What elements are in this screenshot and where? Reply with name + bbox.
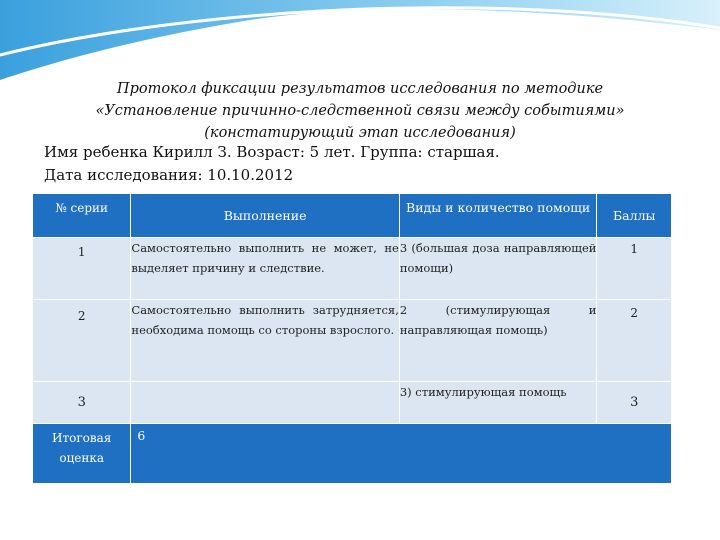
row-help: 3) стимулирующая помощь bbox=[399, 382, 597, 424]
row-score: 2 bbox=[597, 300, 672, 382]
table-header-row bbox=[33, 194, 672, 238]
title-line-3: (констатирующий этап исследования) bbox=[204, 125, 516, 141]
row-series: 1 bbox=[33, 238, 131, 300]
row-score: 1 bbox=[597, 238, 672, 300]
header-series: № серии bbox=[33, 194, 131, 238]
total-row bbox=[33, 424, 672, 484]
study-date: Дата исследования: 10.10.2012 bbox=[44, 166, 294, 184]
child-info: Имя ребенка Кирилл З. Возраст: 5 лет. Группа: старшая. bbox=[44, 143, 500, 161]
results-table bbox=[32, 193, 672, 484]
table-row bbox=[33, 238, 672, 300]
row-execution: Самостоятельно выполнить не может, не выделяет причину и следствие. bbox=[131, 238, 399, 300]
protocol-title bbox=[40, 78, 680, 144]
header-help: Виды и количество помощи bbox=[399, 194, 597, 238]
row-series: 3 bbox=[33, 382, 131, 424]
row-execution: Самостоятельно выполнить затрудняется, необходима помощь со стороны взрослого. bbox=[131, 300, 399, 382]
title-line-1: Протокол фиксации результатов исследования по методике bbox=[116, 81, 604, 97]
title-line-2: «Установление причинно-следственной связи между событиями» bbox=[95, 103, 625, 119]
row-help: 3 (большая доза направляющей помощи) bbox=[399, 238, 597, 300]
table-row bbox=[33, 300, 672, 382]
row-score: 3 bbox=[597, 382, 672, 424]
row-help: 2 (стимулирующая и направляющая помощь) bbox=[399, 300, 597, 382]
total-value: 6 bbox=[131, 424, 672, 484]
total-label: Итоговая оценка bbox=[33, 424, 131, 484]
row-series: 2 bbox=[33, 300, 131, 382]
header-score: Баллы bbox=[597, 194, 672, 238]
decorative-wave bbox=[0, 0, 720, 90]
header-execution: Выполнение bbox=[131, 194, 399, 238]
table-row bbox=[33, 382, 672, 424]
row-execution bbox=[131, 382, 399, 424]
